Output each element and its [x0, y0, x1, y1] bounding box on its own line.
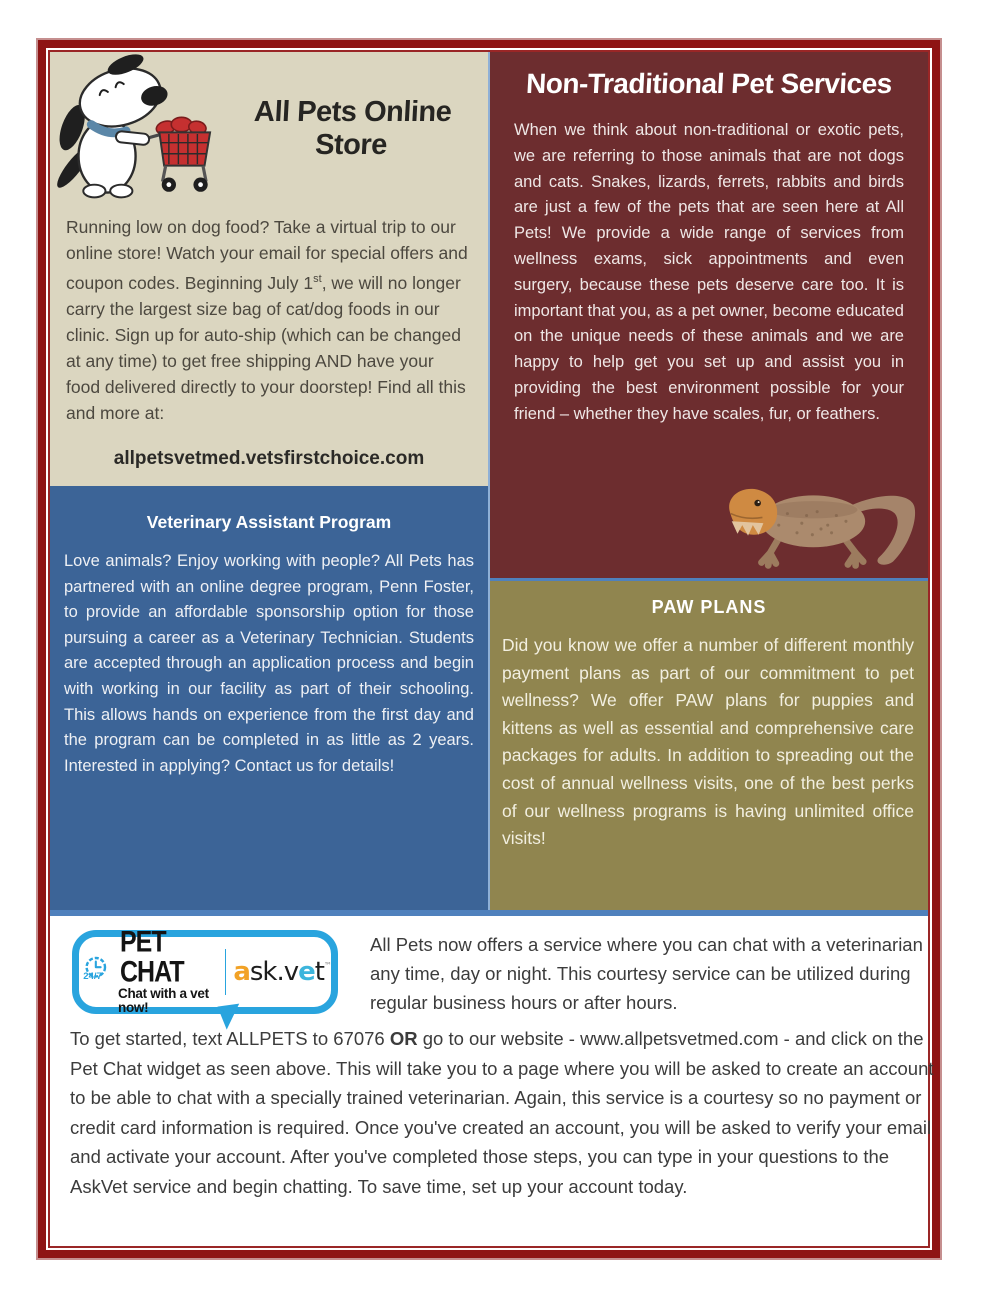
page-border-frame [38, 40, 940, 1258]
pet-chat-title: PET CHAT [120, 923, 184, 989]
steps-text-or: OR [389, 1028, 418, 1049]
steps-text-pre: To get started, text ALLPETS to 67076 [70, 1028, 390, 1049]
pet-chat-label-group [118, 923, 218, 1015]
content-columns [50, 52, 928, 910]
dog-shopping-cart-icon [50, 54, 218, 206]
pet-chat-intro-paragraph: All Pets now offers a service where you can chat with a veterinarian any time, day or night. This courtesy service can be utilized during regular business hours or after hours. [370, 934, 923, 1013]
non-traditional-services-paragraph: When we think about non-traditional or exotic pets, we are referring to those animals that are not dogs and cats. Snakes, lizards, ferrets, rabbits and birds are just a few of the pets that are seen here at All Pets! We provide a wide range of services from wellness exams, sick appointments and even surgery, because these pets deserve care too. It is important that you, as a pet owner, become educated on the unique needs of these animals and we are happy to help get you set up and assist you in providing the best environment possible for your friend – whether they have scales, fur, or feathers. [514, 121, 904, 423]
badge-divider-line [225, 949, 227, 995]
trademark-symbol: ™ [324, 961, 331, 970]
veterinary-assistant-title: Veterinary Assistant Program [146, 512, 392, 532]
veterinary-assistant-paragraph: Love animals? Enjoy working with people? All Pets has partnered with an online degree program, Penn Foster, to provide an affordable sponsorship option for those pursuing a career as a Veterinary Technician. Students are accepted through an application process and begin with working in our facility as part of their schooling. This allows hands on experience from the first day and the program can be completed in as little as 2 years. Interested in applying? Contact us for details! [64, 552, 474, 775]
pet-chat-tagline: Chat with a vet now! [118, 986, 209, 1015]
page-border-inner [48, 50, 934, 1248]
pet-chat-section [50, 916, 934, 1246]
non-traditional-services-title: Non-Traditional Pet Services [525, 68, 893, 99]
brand-letter-t: t [314, 957, 324, 987]
right-column [490, 52, 928, 910]
pet-chat-steps-paragraph [70, 1024, 936, 1202]
online-store-title: All Pets Online Store [253, 96, 453, 161]
brand-letters-mid: sk.v [249, 957, 299, 987]
online-store-paragraph [50, 206, 488, 426]
clock-24-7-icon [79, 951, 111, 993]
left-column [50, 52, 490, 910]
store-text-superscript: st [313, 273, 322, 285]
ask-vet-logo [233, 957, 331, 987]
non-traditional-services-section [490, 52, 928, 578]
brand-letter-e: e [298, 957, 315, 987]
bearded-dragon-icon [718, 456, 924, 576]
paw-plans-title: PAW PLANS [651, 597, 767, 617]
online-store-header [50, 52, 488, 206]
pet-chat-widget-badge[interactable] [72, 923, 338, 1015]
veterinary-assistant-section [50, 486, 490, 910]
store-url-link[interactable]: allpetsvetmed.vetsfirstchoice.com [113, 447, 425, 469]
paw-plans-section [490, 578, 928, 910]
steps-text-post: go to our website - www.allpetsvetmed.com - and click on the Pet Chat widget as seen above. This will take you to a page where you will be asked to create an account to be able to chat with a specially trained veterinarian. Again, this service is a courtesy so no payment or credit card information is required. Once you've created an account, you will be asked to verify your email and activate your account. After you've completed those steps, you can type in your questions to the AskVet service and begin chatting. To save time, set up your account today. [70, 1028, 934, 1197]
store-text-end: , we will no longer carry the largest size bag of cat/dog foods in our clinic. Sign up for auto-ship (which can be changed at any time) to get free shipping AND have your food delivered directly to your doorstep! Find all this and more at: [66, 272, 466, 423]
brand-letter-a: a [233, 957, 250, 987]
badge-hours-label: 24/7 [83, 971, 102, 983]
paw-plans-paragraph: Did you know we offer a number of different monthly payment plans as part of our commitment to pet wellness? We offer PAW plans for puppies and kittens as well as essential and comprehensive care packages for adults. In addition to spreading out the cost of annual wellness visits, one of the best perks of our wellness programs is having unlimited office visits! [502, 635, 914, 849]
store-text-start: Running low on dog food? Take a virtual trip to our online store! Watch your email for special offers and coupon codes. Beginning July 1 [66, 217, 468, 293]
online-store-section [50, 52, 490, 486]
